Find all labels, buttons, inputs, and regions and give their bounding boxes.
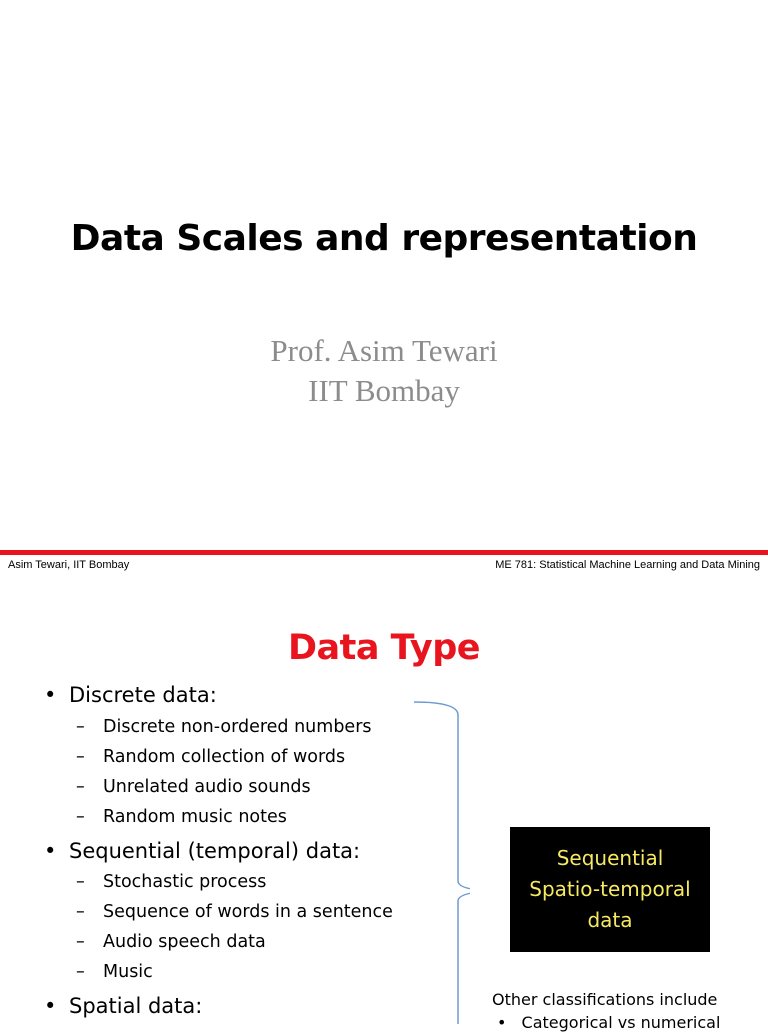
footer-right: ME 781: Statistical Machine Learning and Data Mining bbox=[495, 559, 760, 571]
sub-item-label: Music bbox=[103, 962, 153, 982]
author-name: Prof. Asim Tewari bbox=[270, 333, 498, 368]
brace-connector-icon bbox=[410, 695, 470, 1024]
dash-icon: – bbox=[76, 747, 85, 767]
bullet-icon: • bbox=[44, 683, 57, 707]
slide-title: Data Scales and representation bbox=[70, 218, 698, 259]
sub-item-label: Random music notes bbox=[103, 807, 287, 827]
bullet-label: Spatial data: bbox=[69, 994, 203, 1018]
box-line: data bbox=[587, 908, 633, 932]
box-line: Sequential bbox=[556, 846, 664, 870]
dash-icon: – bbox=[76, 717, 85, 737]
dash-icon: – bbox=[76, 807, 85, 827]
sub-item-label: Discrete non-ordered numbers bbox=[103, 717, 372, 737]
other-classifications-heading: Other classifications include bbox=[492, 990, 718, 1009]
sub-item-label: Random collection of words bbox=[103, 747, 346, 767]
dash-icon: – bbox=[76, 902, 85, 922]
footer-left: Asim Tewari, IIT Bombay bbox=[8, 559, 130, 571]
footer-divider bbox=[0, 550, 768, 555]
dash-icon: – bbox=[76, 872, 85, 892]
sub-item-label: Audio speech data bbox=[103, 932, 266, 952]
other-item-label: Categorical vs numerical bbox=[521, 1013, 721, 1032]
sub-item-label: Unrelated audio sounds bbox=[103, 777, 311, 797]
bullet-icon: • bbox=[44, 839, 57, 863]
box-line: Spatio-temporal bbox=[529, 877, 691, 901]
institution-name: IIT Bombay bbox=[308, 373, 460, 408]
slide-title-data-type: Data Type bbox=[287, 628, 481, 668]
dash-icon: – bbox=[76, 932, 85, 952]
dash-icon: – bbox=[76, 777, 85, 797]
other-classification-item bbox=[497, 1013, 720, 1032]
bullet-label: Sequential (temporal) data: bbox=[69, 839, 361, 863]
dash-icon: – bbox=[76, 962, 85, 982]
bullet-icon: • bbox=[44, 994, 57, 1018]
bullet-label: Discrete data: bbox=[69, 683, 217, 707]
sub-item-label: Stochastic process bbox=[103, 872, 267, 892]
sub-item-label: Sequence of words in a sentence bbox=[103, 902, 393, 922]
sequential-spatio-temporal-box bbox=[510, 827, 710, 952]
bullet-icon: • bbox=[497, 1013, 507, 1032]
